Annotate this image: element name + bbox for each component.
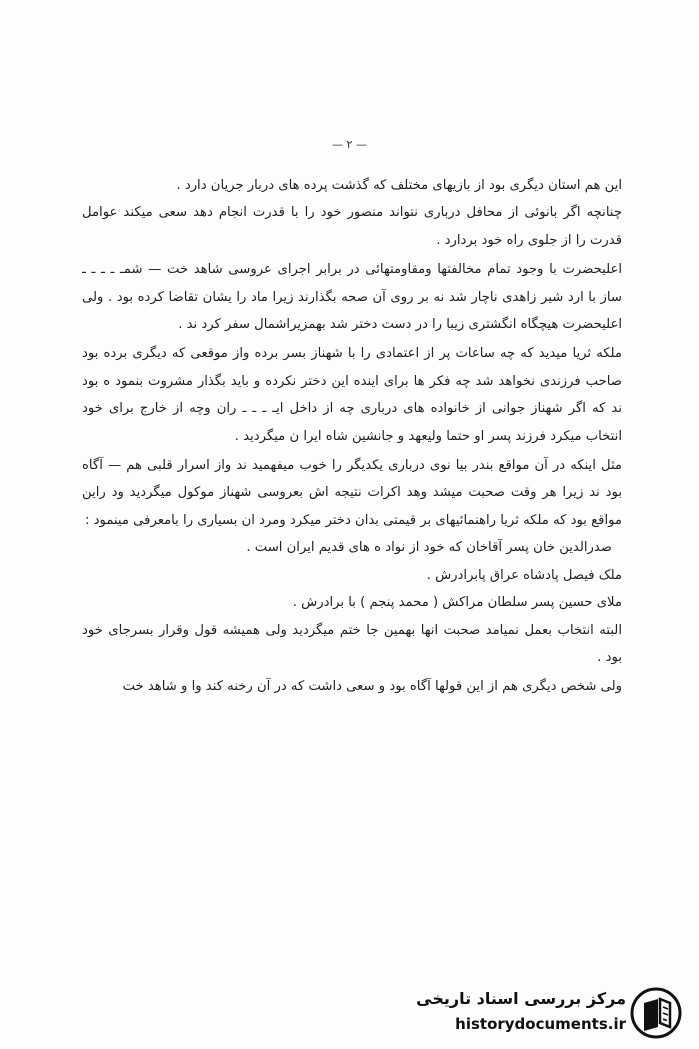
list-item-3: ملای حسین پسر سلطان مراکش ( محمد پنجم ) با برادرش . [292, 595, 622, 611]
watermark-url: historydocuments.ir [455, 1015, 626, 1033]
book-icon [630, 987, 682, 1039]
paragraph-1: این هم استان دیگری بود از بازیهای مختلف که گذشت پرده های دربار جریان دارد . [176, 178, 622, 193]
page-number: — ۲ — [332, 138, 367, 151]
watermark-logo [416, 985, 690, 1043]
paragraph-6: البته انتخاب بعمل نمیامد صحبت انها بهمین جا ختم میگردید ولی همیشه قول وقرار بسرجای خود بود . [82, 622, 622, 665]
list-item-2: ملک فیصل پادشاه عراق پابرادرش . [426, 567, 622, 583]
document-body [82, 172, 622, 701]
paragraph-5: مثل اینکه در آن مواقع بندر بیا نوی درباری یکدیگر را خوب میفهمید ند واز اسرار قلبی هم — آگاه بود ند زیرا هر وقت صحبت میشد وهد اکرات نتیجه اش بعروسی شهناز موکول میگردید ود راین مواقع بود که ملکه ثریا راهنمائیهای بر قیمتی بدان دختر میکرد ومرد ان بسیاری را بامعرفی مینمود : [82, 458, 622, 528]
paragraph-2: چنانچه اگر بانوئی از محافل درباری نتواند منصور خود را با قدرت انجام دهد سعی میکند عوامل قدرت را از جلوی راه خود بردارد . [82, 205, 622, 248]
paragraph-4: ملکه ثریا میدید که چه ساعات پر از اعتمادی را با شهناز بسر برده واز موقعی که دیگری برده بود صاحب فرزندی نخواهد شد چه فکر ها برای اینده این دختر نکرده و باید بگذار مشروت بنمود ه بود ند که اگر شهناز جوانی از خانواده های درباری چه از داخل ایـ ـ ـ ـ ران وچه از خارج برای خود انتخاب میکرد فرزند پسر او حتما ولیعهد و جانشین شاه ایرا ن میگردید . [82, 346, 622, 444]
paragraph-3: اعلیحضرت با وجود تمام مخالفتها ومقاومتهائی در برابر اجرای عروسی شاهد خت — شمـ ـ ـ ـ ـ ساز با ارد شیر زاهدی ناچار شد نه بر روی آن صحه بگذارند زیرا ماد را یشان تقاضا کرده بود . ولی اعلیحضرت هیچگاه انگشتری زیبا را در دست دختر شد بهمزیراشمال سفر کرد ند . [82, 262, 622, 333]
watermark-title: مرکز بررسی اسناد تاریخی [416, 989, 626, 1008]
list-item-1: صدرالدین خان پسر آقاخان که خود از نواد ه های قدیم ایران است . [246, 540, 612, 556]
paragraph-7: ولی شخص دیگری هم از این قولها آگاه بود و سعی داشت که در آن رخنه کند وا و شاهد خت [122, 679, 622, 695]
